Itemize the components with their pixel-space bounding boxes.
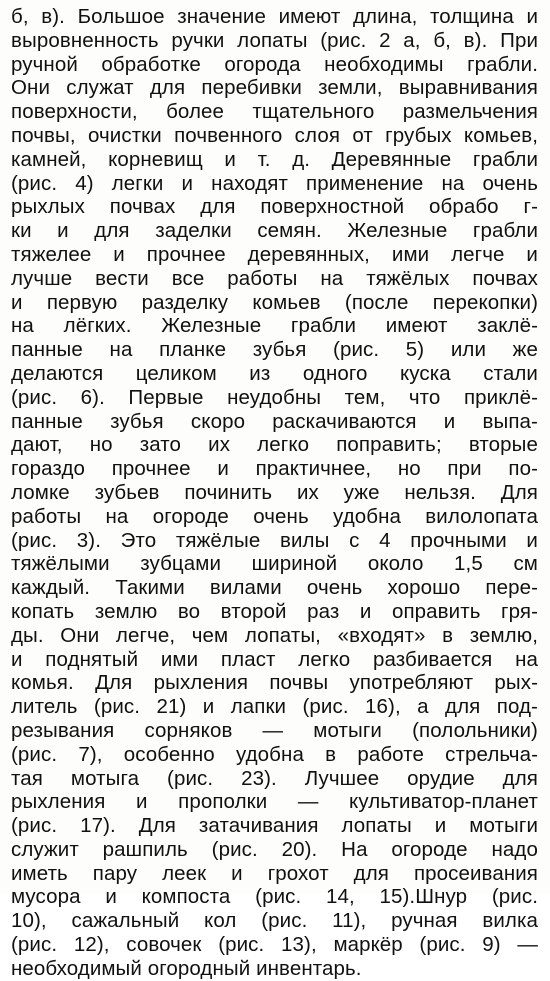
text-line: гораздо прочнее и практичнее, но при по- (11, 457, 538, 481)
text-line: и первую разделку комьев (после перекопки) (11, 290, 538, 314)
text-line: на лёгких. Железные грабли имеют заклё- (11, 314, 538, 338)
text-line: (рис. 6). Первые неудобны тем, что приклё- (11, 385, 538, 409)
text-line: б, в). Большое значение имеют длина, толщина и (11, 5, 538, 28)
body-text (11, 5, 538, 981)
text-line: работы на огороде очень удобна вилолопата (11, 504, 538, 528)
text-line: резывания сорняков — мотыги (полольники) (11, 718, 538, 742)
text-line: 10), сажальный кол (рис. 11), ручная вилка (11, 909, 538, 933)
text-line: дают, но зато их легко поправить; вторые (11, 433, 538, 457)
text-line: (рис. 12), совочек (рис. 13), маркёр (рис. 9) — (11, 933, 538, 957)
text-line: лучше вести все работы на тяжёлых почвах (11, 266, 538, 290)
text-line: и поднятый ими пласт легко разбивается на (11, 647, 538, 671)
text-line: (рис. 3). Это тяжёлые вилы с 4 прочными и (11, 528, 538, 552)
text-line: литель (рис. 21) и лапки (рис. 16), а для под- (11, 695, 538, 719)
text-line: (рис. 4) легки и находят применение на очень (11, 171, 538, 195)
text-line: (рис. 17). Для затачивания лопаты и мотыги (11, 814, 538, 838)
text-line: служит рашпиль (рис. 20). На огороде надо (11, 837, 538, 861)
text-line: камней, корневищ и т. д. Деревянные грабли (11, 147, 538, 171)
text-line: почвы, очистки почвенного слоя от грубых комьев, (11, 123, 538, 147)
text-line: ломке зубьев починить их уже нельзя. Для (11, 480, 538, 504)
text-line: ручной обработке огорода необходимы грабли. (11, 52, 538, 76)
text-line: рыхлых почвах для поверхностной обрабо г- (11, 195, 538, 219)
text-line: комья. Для рыхления почвы употребляют рых- (11, 671, 538, 695)
text-line: панные зубья скоро раскачиваются и выпа- (11, 409, 538, 433)
text-line: Они служат для перебивки земли, выравнивания (11, 76, 538, 100)
text-line: (рис. 7), особенно удобна в работе стрельча- (11, 742, 538, 766)
text-line: иметь пару леек и грохот для просеивания (11, 861, 538, 885)
text-line: тяжёлыми зубцами шириной около 1,5 см (11, 552, 538, 576)
text-line: мусора и компоста (рис. 14, 15).Шнур (рис. (11, 885, 538, 909)
text-line: необходимый огородный инвентарь. (11, 956, 362, 980)
text-line: тая мотыга (рис. 23). Лучшее орудие для (11, 766, 538, 790)
text-line: ды. Они легче, чем лопаты, «входят» в землю, (11, 623, 538, 647)
text-line: поверхности, более тщательного размельчения (11, 100, 538, 124)
text-line: выровненность ручки лопаты (рис. 2 а, б, в). При (11, 28, 538, 52)
text-line: ки и для заделки семян. Железные грабли (11, 219, 538, 243)
text-line: панные на планке зубья (рис. 5) или же (11, 338, 538, 362)
text-line: каждый. Такими вилами очень хорошо пере- (11, 576, 538, 600)
text-line: копать землю во второй раз и оправить гря- (11, 599, 538, 623)
text-line: делаются целиком из одного куска стали (11, 361, 538, 385)
text-line: тяжелее и прочнее деревянных, ими легче и (11, 242, 538, 266)
text-line: рыхления и прополки — культиватор-планет (11, 790, 538, 814)
